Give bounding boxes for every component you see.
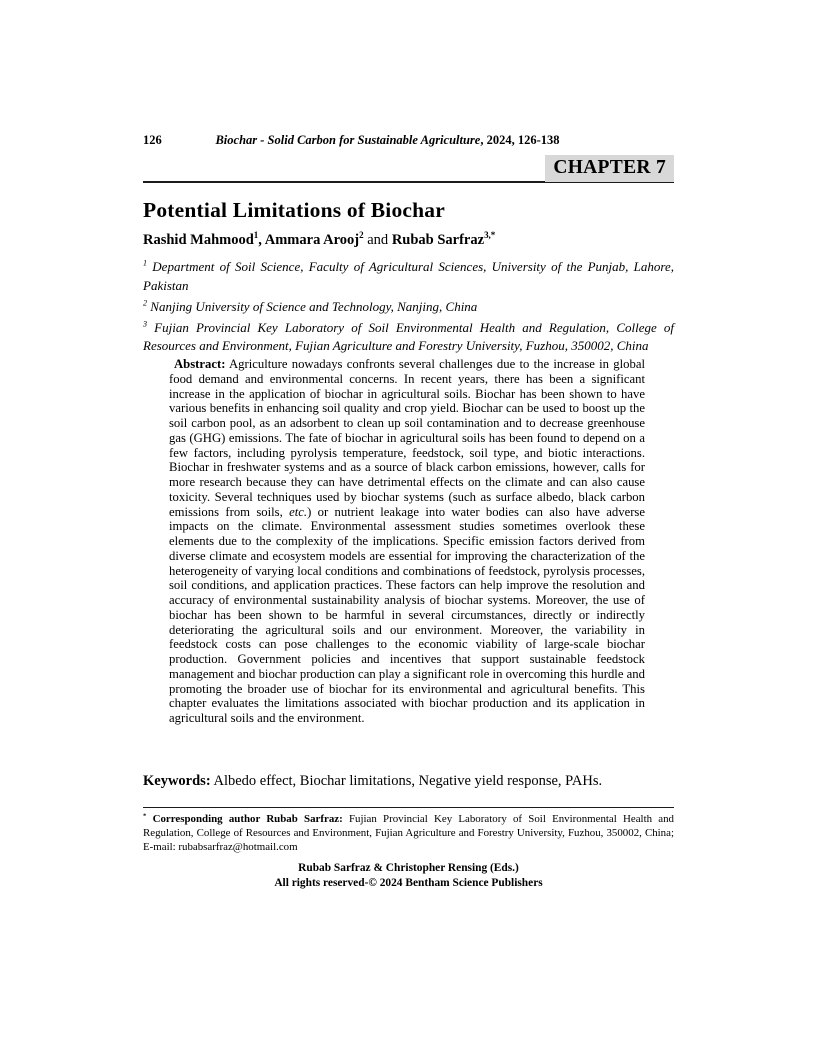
chapter-label: CHAPTER 7 <box>545 155 674 182</box>
footnote-text: Fujian Provincial Key Laboratory of Soil Environmental Health and Regulation, College of Resources and Environment, Fujian Agriculture and Forestry University, Fuzhou, 350002, China; E-mail: rubabsarfraz@hotmail.com <box>143 813 674 853</box>
authors-line <box>143 232 674 249</box>
affiliation-3 <box>143 319 674 356</box>
author-1-affiliation-mark: 1 <box>253 230 259 241</box>
page-content <box>143 0 674 1056</box>
affiliation-1 <box>143 258 674 295</box>
running-head-book-title: Biochar - Solid Carbon for Sustainable Agriculture <box>215 133 481 147</box>
author-separator: , <box>258 232 265 248</box>
author-2-affiliation-mark: 2 <box>359 230 364 241</box>
affiliation-3-text: Fujian Provincial Key Laboratory of Soil Environmental Health and Regulation, College of Resources and Environment, Fujian Agriculture and Forestry University, Fuzhou, 350002, China <box>143 319 674 353</box>
abstract-text-1: Agriculture nowadays confronts several challenges due to the increase in global food demand and environmental concerns. In recent years, there has been a significant increase in the application of biochar in agricultural soils. Biochar has been shown to have various benefits in enhancing soil quality and crop yield. Biochar can be used to boost up the soil carbon pool, as an adsorbent to clean up soil contamination and to decrease greenhouse gas (GHG) emissions. The fate of biochar in agricultural soils has been found to depend on a few factors, including pyrolysis temperature, feedstock, soil type, and biotic interactions. Biochar in freshwater systems and as a source of black carbon emissions, however, calls for more research because they can have detrimental effects on the climate and can also cause toxicity. Several techniques used by biochar systems (such as surface albedo, black carbon emissions from soils, <box>169 357 645 519</box>
keywords-label: Keywords: <box>143 773 211 789</box>
abstract-label: Abstract: <box>174 357 226 371</box>
running-head <box>122 133 653 148</box>
corresponding-author-footnote <box>143 812 674 854</box>
affiliation-3-mark: 3 <box>143 319 148 329</box>
affiliations <box>143 258 674 358</box>
author-3: Rubab Sarfraz <box>391 232 485 248</box>
author-conjunction: and <box>363 232 392 248</box>
keywords-line <box>143 773 674 790</box>
keywords-text: Albedo effect, Biochar limitations, Negative yield response, PAHs. <box>210 773 603 789</box>
chapter-title: Potential Limitations of Biochar <box>143 198 446 222</box>
running-head-pages: , 2024, 126-138 <box>480 133 560 147</box>
running-header <box>143 133 674 151</box>
affiliation-1-text: Department of Soil Science, Faculty of Agricultural Sciences, University of the Punjab, Lahore, Pakistan <box>143 259 674 293</box>
editors-line: Rubab Sarfraz & Christopher Rensing (Eds.) <box>298 862 519 874</box>
affiliation-2-mark: 2 <box>143 298 148 308</box>
author-3-affiliation-mark: 3,* <box>484 230 496 241</box>
abstract <box>169 357 645 726</box>
footnote-label: Corresponding author Rubab Sarfraz: <box>146 813 343 825</box>
affiliation-1-mark: 1 <box>143 258 148 268</box>
page-number: 126 <box>143 133 162 147</box>
footnote-asterisk: * <box>143 812 147 820</box>
publisher-footer <box>143 861 674 890</box>
footnote-rule <box>143 807 674 808</box>
affiliation-2 <box>143 298 674 317</box>
affiliation-2-text: Nanjing University of Science and Technology, Nanjing, China <box>147 298 478 314</box>
abstract-text-2: ) or nutrient leakage into water bodies can also have adverse impacts on the climate. Environmental assessment studies sometimes overlook these elements due to the complexity of the implications. Specific emission factors derived from diverse climate and ecosystem models are essential for improving the characterization of the heterogeneity of varying local conditions and combinations of feedstock, pyrolysis processes, soil conditions, and application practices. These factors can help improve the resolution and accuracy of environmental sustainability analysis of biochar systems. Moreover, the use of biochar has been shown to be harmful in several circumstances, directly or indirectly deteriorating the agricultural soils and our environment. Moreover, the variability in feedstock costs can pose challenges to the economic viability of large-scale biochar production. Government policies and incentives that support sustainable feedstock management and biochar production can play a significant role in overcoming this hurdle and promoting the broader use of biochar for its environmental and agricultural benefits. This chapter evaluates the limitations associated with biochar production and its application in agricultural soils and the environment. <box>169 504 645 725</box>
rights-line: All rights reserved-© 2024 Bentham Science Publishers <box>274 876 543 889</box>
author-2: Ammara Arooj <box>264 232 360 248</box>
abstract-etc-italic: etc. <box>289 504 308 519</box>
author-1: Rashid Mahmood <box>143 232 254 248</box>
